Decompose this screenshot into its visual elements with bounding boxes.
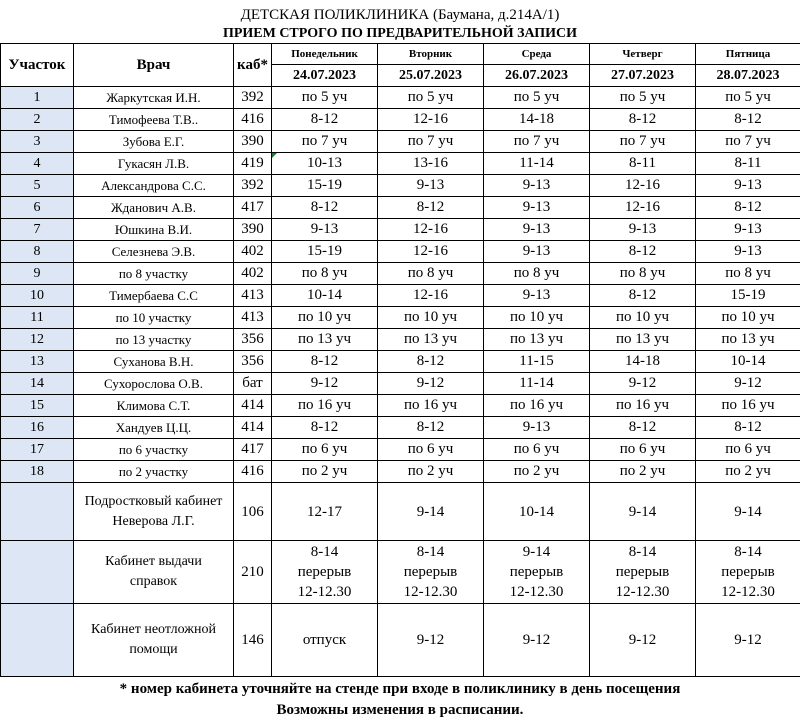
tue-cell xyxy=(378,541,484,604)
tue-cell: 9-13 xyxy=(378,175,484,197)
mon-cell xyxy=(272,541,378,604)
thu-cell xyxy=(590,541,696,604)
hours: 8-14 xyxy=(628,544,657,560)
doctor-cell: Юшкина В.И. xyxy=(74,219,234,241)
hours: 8-14 xyxy=(734,544,762,560)
mon-cell: по 8 уч xyxy=(272,263,378,285)
mon-cell: отпуск xyxy=(272,604,378,677)
hours: 9-14 xyxy=(522,544,551,560)
table-row xyxy=(1,373,800,395)
mon-cell: по 2 уч xyxy=(272,461,378,483)
site-cell: 2 xyxy=(1,109,74,131)
table-row xyxy=(1,219,800,241)
room-cell: 417 xyxy=(234,439,272,461)
table-row xyxy=(1,263,800,285)
clinic-title: ДЕТСКАЯ ПОЛИКЛИНИКА (Баумана, д.214А/1) xyxy=(240,7,560,23)
certificates-office-line2: справок xyxy=(129,574,178,589)
site-cell: 5 xyxy=(1,175,74,197)
mon-cell: 8-12 xyxy=(272,197,378,219)
urgent-office-line2: помощи xyxy=(129,642,178,657)
site-cell: 15 xyxy=(1,395,74,417)
room-cell: 402 xyxy=(234,241,272,263)
tue-cell: по 16 уч xyxy=(378,395,484,417)
tue-cell: по 2 уч xyxy=(378,461,484,483)
room-cell: бат xyxy=(234,373,272,395)
site-cell: 1 xyxy=(1,87,74,109)
wed-cell: 11-15 xyxy=(484,351,590,373)
room-cell: 392 xyxy=(234,175,272,197)
wed-cell: 11-14 xyxy=(484,373,590,395)
wed-cell: 9-13 xyxy=(484,417,590,439)
mon-cell: по 10 уч xyxy=(272,307,378,329)
header-doctor: Врач xyxy=(74,44,234,87)
table-row xyxy=(1,351,800,373)
table-row xyxy=(1,131,800,153)
fri-cell: по 16 уч xyxy=(696,395,800,417)
wed-cell: 9-12 xyxy=(484,604,590,677)
fri-cell: 8-12 xyxy=(696,417,800,439)
tue-cell: 12-16 xyxy=(378,241,484,263)
wed-cell: по 7 уч xyxy=(484,131,590,153)
room-cell: 356 xyxy=(234,351,272,373)
wed-cell: по 16 уч xyxy=(484,395,590,417)
fri-cell: 15-19 xyxy=(696,285,800,307)
tue-cell: 8-12 xyxy=(378,417,484,439)
wed-cell: 11-14 xyxy=(484,153,590,175)
tue-cell: по 8 уч xyxy=(378,263,484,285)
doctor-cell: Жаркутская И.Н. xyxy=(74,87,234,109)
break-time: 12-12.30 xyxy=(297,584,352,600)
header-day-mon: Понедельник xyxy=(272,44,378,65)
fri-cell: по 10 уч xyxy=(696,307,800,329)
site-cell: 17 xyxy=(1,439,74,461)
thu-cell: по 2 уч xyxy=(590,461,696,483)
mon-cell: по 13 уч xyxy=(272,329,378,351)
fri-cell: 9-14 xyxy=(696,483,800,541)
wed-cell xyxy=(484,541,590,604)
tue-cell: по 10 уч xyxy=(378,307,484,329)
room-cell: 417 xyxy=(234,197,272,219)
urgent-office-line1: Кабинет неотложной xyxy=(91,622,216,637)
site-cell: 11 xyxy=(1,307,74,329)
header-day-thu: Четверг xyxy=(590,44,696,65)
header-date-fri: 28.07.2023 xyxy=(696,65,800,87)
table-row xyxy=(1,197,800,219)
teen-office-name xyxy=(74,483,234,541)
thu-cell: 8-12 xyxy=(590,417,696,439)
site-cell: 18 xyxy=(1,461,74,483)
table-row xyxy=(1,87,800,109)
site-cell: 7 xyxy=(1,219,74,241)
header-day-fri: Пятница xyxy=(696,44,800,65)
thu-cell: 8-12 xyxy=(590,241,696,263)
fri-cell: 9-13 xyxy=(696,241,800,263)
thu-cell: 9-13 xyxy=(590,219,696,241)
thu-cell: по 6 уч xyxy=(590,439,696,461)
break-label: перерыв xyxy=(721,564,775,580)
site-cell: 6 xyxy=(1,197,74,219)
thu-cell: 8-12 xyxy=(590,109,696,131)
room-cell: 210 xyxy=(234,541,272,604)
table-row xyxy=(1,109,800,131)
table-row xyxy=(1,461,800,483)
room-cell: 413 xyxy=(234,307,272,329)
wed-cell: 9-13 xyxy=(484,219,590,241)
schedule-subtitle: ПРИЕМ СТРОГО ПО ПРЕДВАРИТЕЛЬНОЙ ЗАПИСИ xyxy=(222,26,578,41)
thu-cell: по 16 уч xyxy=(590,395,696,417)
fri-cell: по 13 уч xyxy=(696,329,800,351)
tue-cell: 13-16 xyxy=(378,153,484,175)
break-time: 12-12.30 xyxy=(721,584,775,600)
room-cell: 390 xyxy=(234,219,272,241)
tue-cell: 9-12 xyxy=(378,373,484,395)
doctor-cell: Сухорослова О.В. xyxy=(74,373,234,395)
wed-cell: по 10 уч xyxy=(484,307,590,329)
break-time: 12-12.30 xyxy=(509,584,564,600)
wed-cell: 9-13 xyxy=(484,241,590,263)
doctor-cell: по 10 участку xyxy=(74,307,234,329)
wed-cell: по 2 уч xyxy=(484,461,590,483)
header-day-tue: Вторник xyxy=(378,44,484,65)
mon-cell: 10-13 xyxy=(272,153,378,175)
site-cell: 13 xyxy=(1,351,74,373)
mon-cell: 10-14 xyxy=(272,285,378,307)
header-day-wed: Среда xyxy=(484,44,590,65)
doctor-cell: Хандуев Ц.Ц. xyxy=(74,417,234,439)
thu-cell: по 5 уч xyxy=(590,87,696,109)
site-cell: 4 xyxy=(1,153,74,175)
doctor-cell: Климова С.Т. xyxy=(74,395,234,417)
certificates-office-name xyxy=(74,541,234,604)
site-cell: 16 xyxy=(1,417,74,439)
thu-cell: по 13 уч xyxy=(590,329,696,351)
doctor-cell: по 13 участку xyxy=(74,329,234,351)
doctor-cell: Тимофеева Т.В.. xyxy=(74,109,234,131)
hours: 8-14 xyxy=(416,544,445,560)
wed-cell: по 6 уч xyxy=(484,439,590,461)
room-cell: 419 xyxy=(234,153,272,175)
table-row xyxy=(1,395,800,417)
tue-cell: 8-12 xyxy=(378,351,484,373)
mon-cell: по 5 уч xyxy=(272,87,378,109)
doctor-cell: Гукасян Л.В. xyxy=(74,153,234,175)
wed-cell: 9-13 xyxy=(484,175,590,197)
mon-cell: 9-12 xyxy=(272,373,378,395)
mon-cell: по 16 уч xyxy=(272,395,378,417)
mon-cell: 12-17 xyxy=(272,483,378,541)
site-cell: 14 xyxy=(1,373,74,395)
mon-cell: 8-12 xyxy=(272,109,378,131)
room-cell: 402 xyxy=(234,263,272,285)
special-row-teen xyxy=(1,483,800,541)
thu-cell: 9-12 xyxy=(590,604,696,677)
doctor-cell: по 2 участку xyxy=(74,461,234,483)
fri-cell: по 7 уч xyxy=(696,131,800,153)
site-cell-empty xyxy=(1,541,74,604)
room-cell: 390 xyxy=(234,131,272,153)
wed-cell: по 13 уч xyxy=(484,329,590,351)
wed-cell: 9-13 xyxy=(484,285,590,307)
break-label: перерыв xyxy=(403,564,458,580)
site-cell: 3 xyxy=(1,131,74,153)
room-cell: 106 xyxy=(234,483,272,541)
doctor-cell: Тимербаева С.С xyxy=(74,285,234,307)
teen-office-line2: Неверова Л.Г. xyxy=(112,513,195,529)
fri-cell: по 2 уч xyxy=(696,461,800,483)
site-cell: 10 xyxy=(1,285,74,307)
tue-cell: по 7 уч xyxy=(378,131,484,153)
tue-cell: 12-16 xyxy=(378,285,484,307)
mon-cell: 8-12 xyxy=(272,417,378,439)
certificates-office-line1: Кабинет выдачи xyxy=(105,554,202,569)
table-row xyxy=(1,153,800,175)
wed-cell: 10-14 xyxy=(484,483,590,541)
fri-cell xyxy=(696,541,800,604)
header-date-tue: 25.07.2023 xyxy=(378,65,484,87)
thu-cell: по 7 уч xyxy=(590,131,696,153)
fri-cell: 9-13 xyxy=(696,219,800,241)
table-row xyxy=(1,175,800,197)
doctor-cell: Жданович А.В. xyxy=(74,197,234,219)
break-label: перерыв xyxy=(615,564,670,580)
fri-cell: 9-12 xyxy=(696,373,800,395)
schedule-table xyxy=(0,43,800,677)
mon-cell: по 6 уч xyxy=(272,439,378,461)
thu-cell: 9-14 xyxy=(590,483,696,541)
table-row xyxy=(1,417,800,439)
site-cell-empty xyxy=(1,604,74,677)
mon-cell: 15-19 xyxy=(272,241,378,263)
room-cell: 356 xyxy=(234,329,272,351)
room-cell: 146 xyxy=(234,604,272,677)
teen-office-line1: Подростковый кабинет xyxy=(84,493,223,509)
tue-cell: 12-16 xyxy=(378,219,484,241)
thu-cell: 12-16 xyxy=(590,175,696,197)
special-row-urgent xyxy=(1,604,800,677)
doctor-cell: Суханова В.Н. xyxy=(74,351,234,373)
tue-cell: по 5 уч xyxy=(378,87,484,109)
thu-cell: 9-12 xyxy=(590,373,696,395)
doctor-cell: Зубова Е.Г. xyxy=(74,131,234,153)
thu-cell: 14-18 xyxy=(590,351,696,373)
header-date-thu: 27.07.2023 xyxy=(590,65,696,87)
fri-cell: 9-12 xyxy=(696,604,800,677)
wed-cell: по 8 уч xyxy=(484,263,590,285)
site-cell: 9 xyxy=(1,263,74,285)
fri-cell: по 5 уч xyxy=(696,87,800,109)
break-time: 12-12.30 xyxy=(615,584,670,600)
site-cell-empty xyxy=(1,483,74,541)
doctor-cell: по 8 участку xyxy=(74,263,234,285)
fri-cell: 10-14 xyxy=(696,351,800,373)
tue-cell: 9-14 xyxy=(378,483,484,541)
doctor-cell: по 6 участку xyxy=(74,439,234,461)
room-cell: 416 xyxy=(234,461,272,483)
break-label: перерыв xyxy=(297,564,352,580)
header-site: Участок xyxy=(1,44,74,87)
table-row xyxy=(1,285,800,307)
mon-cell: по 7 уч xyxy=(272,131,378,153)
break-time: 12-12.30 xyxy=(403,584,458,600)
hours: 8-14 xyxy=(310,544,339,560)
tue-cell: 9-12 xyxy=(378,604,484,677)
tue-cell: 12-16 xyxy=(378,109,484,131)
tue-cell: 8-12 xyxy=(378,197,484,219)
mon-cell: 15-19 xyxy=(272,175,378,197)
fri-cell: 8-12 xyxy=(696,109,800,131)
header-date-wed: 26.07.2023 xyxy=(484,65,590,87)
fri-cell: 8-12 xyxy=(696,197,800,219)
header-row-days xyxy=(1,44,800,65)
site-cell: 8 xyxy=(1,241,74,263)
fri-cell: 8-11 xyxy=(696,153,800,175)
room-cell: 413 xyxy=(234,285,272,307)
thu-cell: по 8 уч xyxy=(590,263,696,285)
table-row xyxy=(1,439,800,461)
table-row xyxy=(1,329,800,351)
wed-cell: 14-18 xyxy=(484,109,590,131)
room-note: * номер кабинета уточняйте на стенде при входе в поликлинику в день посещения xyxy=(119,681,681,697)
wed-cell: 9-13 xyxy=(484,197,590,219)
special-row-certificates xyxy=(1,541,800,604)
urgent-office-name xyxy=(74,604,234,677)
thu-cell: 8-11 xyxy=(590,153,696,175)
room-cell: 414 xyxy=(234,417,272,439)
table-row xyxy=(1,307,800,329)
fri-cell: по 8 уч xyxy=(696,263,800,285)
break-label: перерыв xyxy=(509,564,564,580)
room-cell: 416 xyxy=(234,109,272,131)
thu-cell: по 10 уч xyxy=(590,307,696,329)
fri-cell: 9-13 xyxy=(696,175,800,197)
doctor-cell: Селезнева Э.В. xyxy=(74,241,234,263)
header-date-mon: 24.07.2023 xyxy=(272,65,378,87)
thu-cell: 12-16 xyxy=(590,197,696,219)
doctor-cell: Александрова С.С. xyxy=(74,175,234,197)
room-cell: 392 xyxy=(234,87,272,109)
fri-cell: по 6 уч xyxy=(696,439,800,461)
site-cell: 12 xyxy=(1,329,74,351)
tue-cell: по 6 уч xyxy=(378,439,484,461)
mon-cell: 8-12 xyxy=(272,351,378,373)
header-room: каб* xyxy=(234,44,272,87)
room-cell: 414 xyxy=(234,395,272,417)
table-row xyxy=(1,241,800,263)
wed-cell: по 5 уч xyxy=(484,87,590,109)
mon-cell: 9-13 xyxy=(272,219,378,241)
changes-note: Возможны изменения в расписании. xyxy=(276,702,524,718)
thu-cell: 8-12 xyxy=(590,285,696,307)
tue-cell: по 13 уч xyxy=(378,329,484,351)
